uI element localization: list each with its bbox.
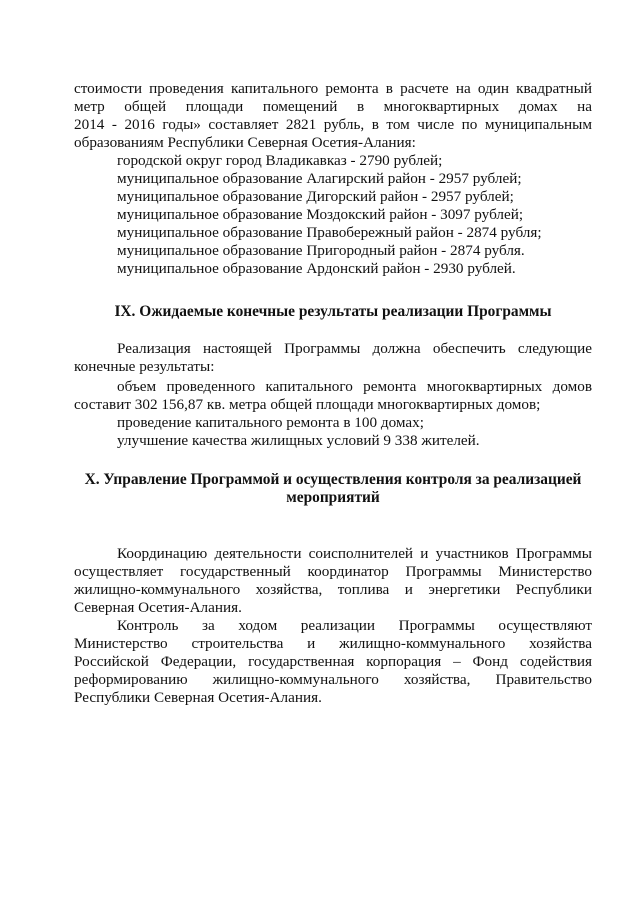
intro-line: стоимости проведения капитального ремонта в расчете на один квадратный [74,80,592,97]
intro-line: метр общей площади помещений в многоквартирных домах на [74,98,592,115]
control-line: Республики Северная Осетия-Алания. [74,689,322,706]
list-item: муниципальное образование Моздокский район - 3097 рублей; [117,206,524,223]
results-intro-line: конечные результаты: [74,358,215,375]
result-repair: проведение капитального ремонта в 100 домах; [117,414,424,431]
list-item: муниципальное образование Дигорский район - 2957 рублей; [117,188,514,205]
list-item: муниципальное образование Ардонский район - 2930 рублей. [117,260,516,277]
coordination-line: Координацию деятельности соисполнителей и участников Программы [117,545,592,562]
control-line: реформированию жилищно-коммунального хозяйства, Правительство [74,671,592,688]
result-volume-line: объем проведенного капитального ремонта многоквартирных домов [117,378,592,395]
list-item: муниципальное образование Алагирский район - 2957 рублей; [117,170,522,187]
list-item: городской округ город Владикавказ - 2790 рублей; [117,152,443,169]
intro-line: 2014 - 2016 годы» составляет 2821 рубль, в том числе по муниципальным [74,116,592,133]
section-x-heading-line2: мероприятий [286,489,380,506]
result-improvement: улучшение качества жилищных условий 9 338 жителей. [117,432,480,449]
results-intro-line: Реализация настоящей Программы должна обеспечить следующие [117,340,592,357]
list-item: муниципальное образование Правобережный район - 2874 рубля; [117,224,542,241]
control-line: Контроль за ходом реализации Программы осуществляют [117,617,592,634]
control-line: Министерство строительства и жилищно-коммунального хозяйства [74,635,592,652]
coordination-line: жилищно-коммунального хозяйства, топлива и энергетики Республики [74,581,592,598]
coordination-line: Северная Осетия-Алания. [74,599,242,616]
coordination-line: осуществляет государственный координатор Программы Министерство [74,563,592,580]
list-item: муниципальное образование Пригородный район - 2874 рубля. [117,242,525,259]
section-ix-heading: IX. Ожидаемые конечные результаты реализации Программы [114,303,552,320]
result-volume-line: составит 302 156,87 кв. метра общей площади многоквартирных домов; [74,396,541,413]
control-line: Российской Федерации, государственная корпорация – Фонд содействия [74,653,592,670]
intro-line: образованиям Республики Северная Осетия-Алания: [74,134,416,151]
section-x-heading-line1: X. Управление Программой и осуществления контроля за реализацией [84,471,582,488]
